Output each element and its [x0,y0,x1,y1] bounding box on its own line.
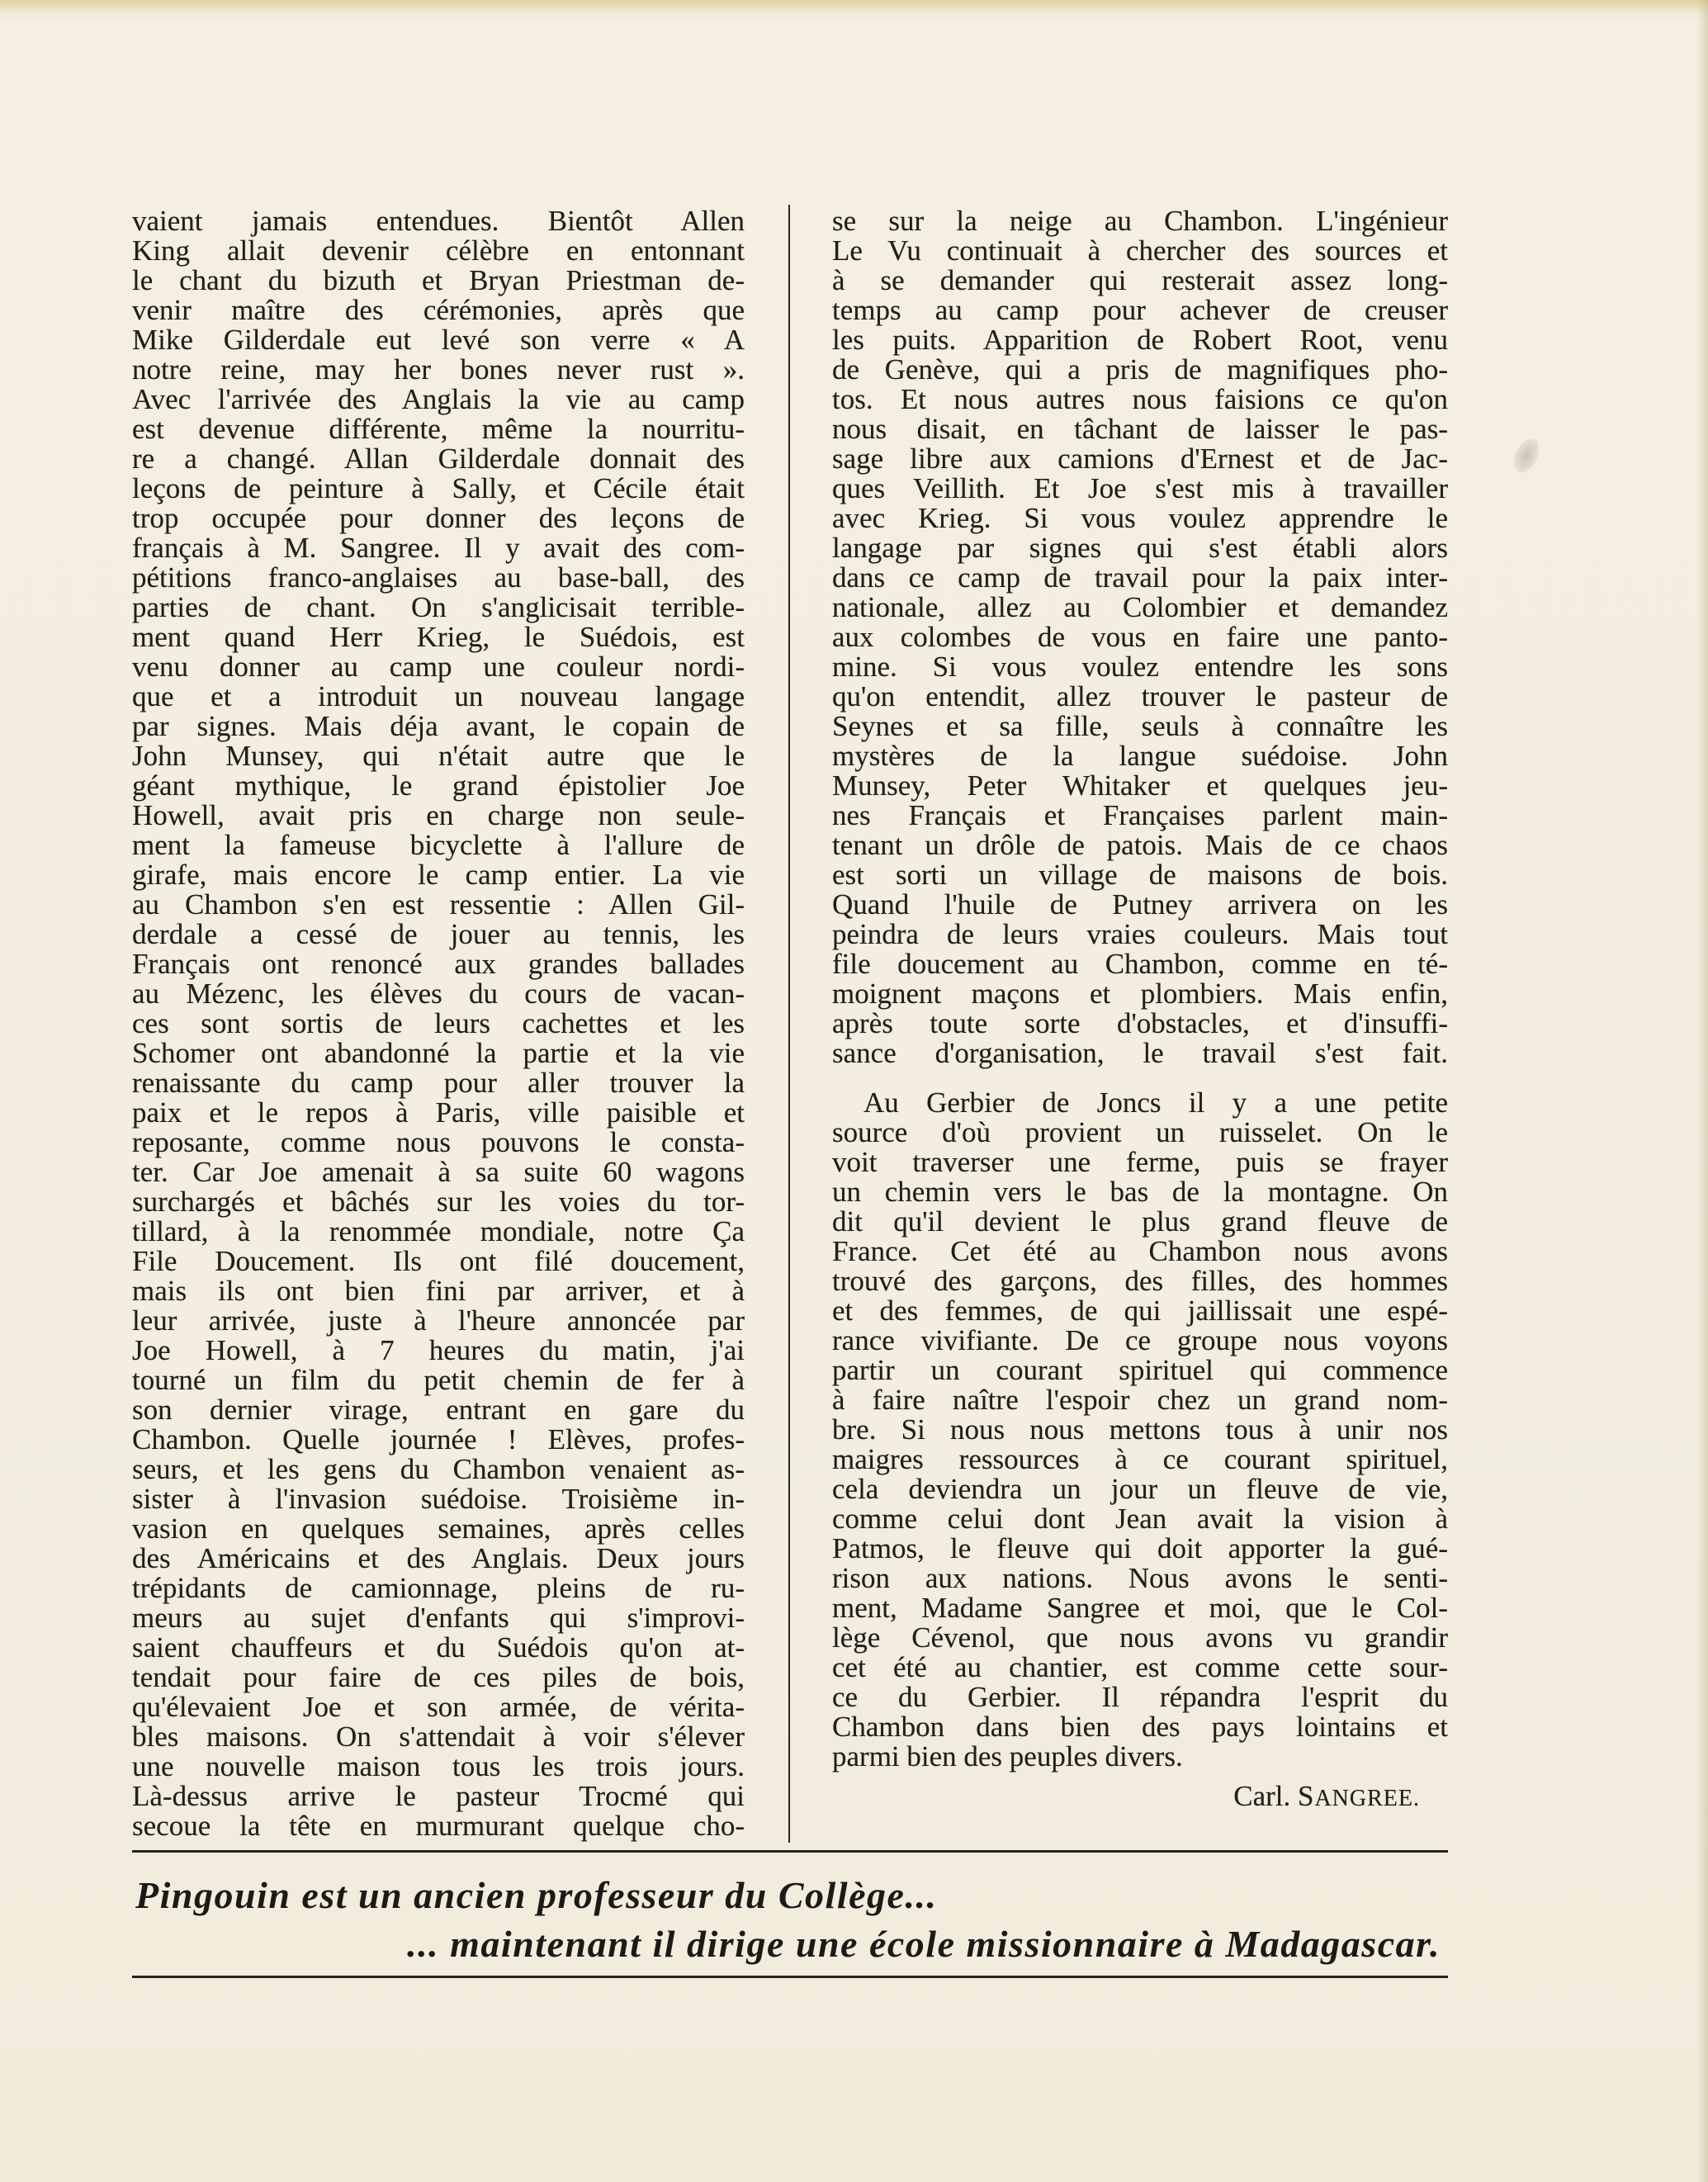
signature [832,1782,1448,1811]
text-line: langage par signes qui s'est établi alors [832,532,1448,564]
text-line: un chemin vers le bas de la montagne. On [832,1176,1448,1208]
paper-smudge [1509,435,1544,477]
paper-edge-top [0,0,1708,12]
text-line: mine. Si vous voulez entendre les sons [832,651,1448,683]
text-line: est sorti un village de maisons de bois. [832,859,1448,891]
text-line: par signes. Mais déja avant, le copain de [132,710,745,742]
text-line: source d'où provient un ruisselet. On le [832,1116,1448,1148]
text-line: tillard, à la renommée mondiale, notre Ça [132,1215,745,1247]
text-line: moignent maçons et plombiers. Mais enfin, [832,977,1448,1010]
text-line: ment, Madame Sangree et moi, que le Col- [832,1592,1448,1624]
text-line: au Mézenc, les élèves du cours de vacan- [132,977,745,1010]
text-line: ment quand Herr Krieg, le Suédois, est [132,621,745,653]
text-line: pétitions franco-anglaises au base-ball, des [132,561,745,594]
text-line: tos. Et nous autres nous faisions ce qu'on [832,383,1448,415]
text-line: John Munsey, qui n'était autre que le [132,740,745,772]
text-line: venu donner au camp une couleur nordi- [132,651,745,683]
paragraph-2 [832,1088,1448,1772]
signature-first-name: Carl. [1233,1780,1291,1812]
text-line: girafe, mais encore le camp entier. La vie [132,859,745,891]
text-line: renaissante du camp pour aller trouver la [132,1067,745,1099]
text-line: Chambon dans bien des pays lointains et [832,1711,1448,1743]
text-line: une nouvelle maison tous les trois jours. [132,1750,745,1782]
signature-surname: SANGREE. [1297,1780,1420,1812]
text-line: au Chambon s'en est ressentie : Allen Gil- [132,888,745,921]
text-line: re a changé. Allan Gilderdale donnait des [132,443,745,475]
text-line: tenant un drôle de patois. Mais de ce chaos [832,829,1448,861]
text-line: mais ils ont bien fini par arriver, et à [132,1275,745,1307]
text-line: mystères de la langue suédoise. John [832,740,1448,772]
text-line: derdale a cessé de jouer au tennis, les [132,918,745,950]
column-divider [788,205,790,1843]
text-line: Mike Gilderdale eut levé son verre « A [132,324,745,356]
text-line: paix et le repos à Paris, ville paisible et [132,1096,745,1129]
text-line: venir maître des cérémonies, après que [132,294,745,326]
text-line: comme celui dont Jean avait la vision à [832,1503,1448,1535]
text-line: trouvé des garçons, des filles, des hommes [832,1265,1448,1297]
text-line: leur arrivée, juste à l'heure annoncée par [132,1304,745,1337]
footer-rule-top [132,1850,1448,1853]
text-line: reposante, comme nous pouvons le consta- [132,1126,745,1158]
text-line: cet été au chantier, est comme cette sour- [832,1651,1448,1683]
left-column [132,206,745,1841]
text-line: sister à l'invasion suédoise. Troisième in- [132,1483,745,1515]
text-line: les puits. Apparition de Robert Root, venu [832,324,1448,356]
text-line: tendait pour faire de ces piles de bois, [132,1661,745,1693]
text-line: trépidants de camionnage, pleins de ru- [132,1572,745,1604]
text-line: tourné un film du petit chemin de fer à [132,1364,745,1396]
text-line: avec Krieg. Si vous voulez apprendre le [832,502,1448,534]
text-line: de Genève, qui a pris de magnifiques pho- [832,353,1448,386]
text-line: que et a introduit un nouveau langage [132,680,745,712]
text-line: maigres ressources à ce courant spirituel, [832,1443,1448,1475]
text-line: ment la fameuse bicyclette à l'allure de [132,829,745,861]
text-line: qu'on entendit, allez trouver le pasteur de [832,680,1448,712]
text-line: géant mythique, le grand épistolier Joe [132,769,745,802]
text-line: parmi bien des peuples divers. [832,1740,1183,1773]
text-line: ques Veillith. Et Joe s'est mis à travailler [832,472,1448,504]
text-line: des Américains et des Anglais. Deux jours [132,1542,745,1574]
footer-line-2: ... maintenant il dirige une école missionnaire à Madagascar. [407,1923,1441,1965]
text-line: vaient jamais entendues. Bientôt Allen [132,205,745,237]
text-line: Chambon. Quelle journée ! Elèves, profes- [132,1423,745,1455]
text-line: rance vivifiante. De ce groupe nous voyons [832,1324,1448,1356]
text-line: rison aux nations. Nous avons le senti- [832,1562,1448,1594]
text-line: nous disait, en tâchant de laisser le pas- [832,413,1448,445]
text-line: Howell, avait pris en charge non seule- [132,799,745,831]
text-line: français à M. Sangree. Il y avait des com- [132,532,745,564]
text-line: partir un courant spirituel qui commence [832,1354,1448,1386]
text-line: ce du Gerbier. Il répandra l'esprit du [832,1681,1448,1713]
paper-edge-right [1696,0,1708,2182]
text-line: Munsey, Peter Whitaker et quelques jeu- [832,769,1448,802]
text-line: Schomer ont abandonné la partie et la vie [132,1037,745,1069]
text-line: Quand l'huile de Putney arrivera on les [832,888,1448,921]
text-line: dit qu'il devient le plus grand fleuve de [832,1205,1448,1238]
text-line: aux colombes de vous en faire une panto- [832,621,1448,653]
text-line: secoue la tête en murmurant quelque cho- [132,1810,745,1842]
text-line: seurs, et les gens du Chambon venaient as- [132,1453,745,1485]
text-line: se sur la neige au Chambon. L'ingénieur [832,205,1448,237]
text-line: lège Cévenol, que nous avons vu grandir [832,1621,1448,1654]
text-line: à se demander qui resterait assez long- [832,264,1448,296]
text-line: temps au camp pour achever de creuser [832,294,1448,326]
text-line: sage libre aux camions d'Ernest et de Jac- [832,443,1448,475]
text-line: Au Gerbier de Joncs il y a une petite [863,1086,1448,1119]
text-line: bles maisons. On s'attendait à voir s'élever [132,1721,745,1753]
text-line: France. Cet été au Chambon nous avons [832,1235,1448,1267]
text-line: File Doucement. Ils ont filé doucement, [132,1245,745,1277]
text-line: cela deviendra un jour un fleuve de vie, [832,1473,1448,1505]
footer-line-1: Pingouin est un ancien professeur du Collège... [135,1874,938,1916]
text-line: dans ce camp de travail pour la paix inter- [832,561,1448,594]
text-line: ces sont sortis de leurs cachettes et les [132,1007,745,1039]
text-line: vasion en quelques semaines, après celles [132,1512,745,1545]
text-line: Patmos, le fleuve qui doit apporter la gué- [832,1532,1448,1564]
text-line: parties de chant. On s'anglicisait terrible- [132,591,745,623]
text-line: saient chauffeurs et du Suédois qu'on at- [132,1631,745,1664]
text-line: est devenue différente, même la nourritu- [132,413,745,445]
text-line: qu'élevaient Joe et son armée, de vérita- [132,1691,745,1723]
text-line: bre. Si nous nous mettons tous à unir nos [832,1413,1448,1446]
text-line: ter. Car Joe amenait à sa suite 60 wagons [132,1156,745,1188]
text-line: Avec l'arrivée des Anglais la vie au camp [132,383,745,415]
text-line: Joe Howell, à 7 heures du matin, j'ai [132,1334,745,1366]
text-line: surchargés et bâchés sur les voies du tor- [132,1186,745,1218]
text-line: file doucement au Chambon, comme en té- [832,948,1448,980]
text-line: le chant du bizuth et Bryan Priestman de- [132,264,745,296]
text-line: leçons de peinture à Sally, et Cécile était [132,472,745,504]
text-line: à faire naître l'espoir chez un grand nom- [832,1384,1448,1416]
text-line: notre reine, may her bones never rust ». [132,353,745,386]
text-line: Là-dessus arrive le pasteur Trocmé qui [132,1780,745,1812]
footer-rule-bottom [132,1976,1448,1978]
text-line: son dernier virage, entrant en gare du [132,1394,745,1426]
text-line: Seynes et sa fille, seuls à connaître les [832,710,1448,742]
text-line: peindra de leurs vraies couleurs. Mais tout [832,918,1448,950]
text-line: après toute sorte d'obstacles, et d'insuffi- [832,1007,1448,1039]
text-line: King allait devenir célèbre en entonnant [132,234,745,267]
text-line: nationale, allez au Colombier et demandez [832,591,1448,623]
right-column [832,206,1448,1811]
text-line: Français ont renoncé aux grandes ballades [132,948,745,980]
text-line: sance d'organisation, le travail s'est fait. [832,1037,1448,1069]
text-line: trop occupée pour donner des leçons de [132,502,745,534]
text-line: voit traverser une ferme, puis se frayer [832,1146,1448,1178]
text-line: Le Vu continuait à chercher des sources et [832,234,1448,267]
text-line: nes Français et Françaises parlent main- [832,799,1448,831]
text-line: meurs au sujet d'enfants qui s'improvi- [132,1602,745,1634]
paragraph-1 [832,206,1448,1068]
text-line: et des femmes, de qui jaillissait une espé- [832,1295,1448,1327]
